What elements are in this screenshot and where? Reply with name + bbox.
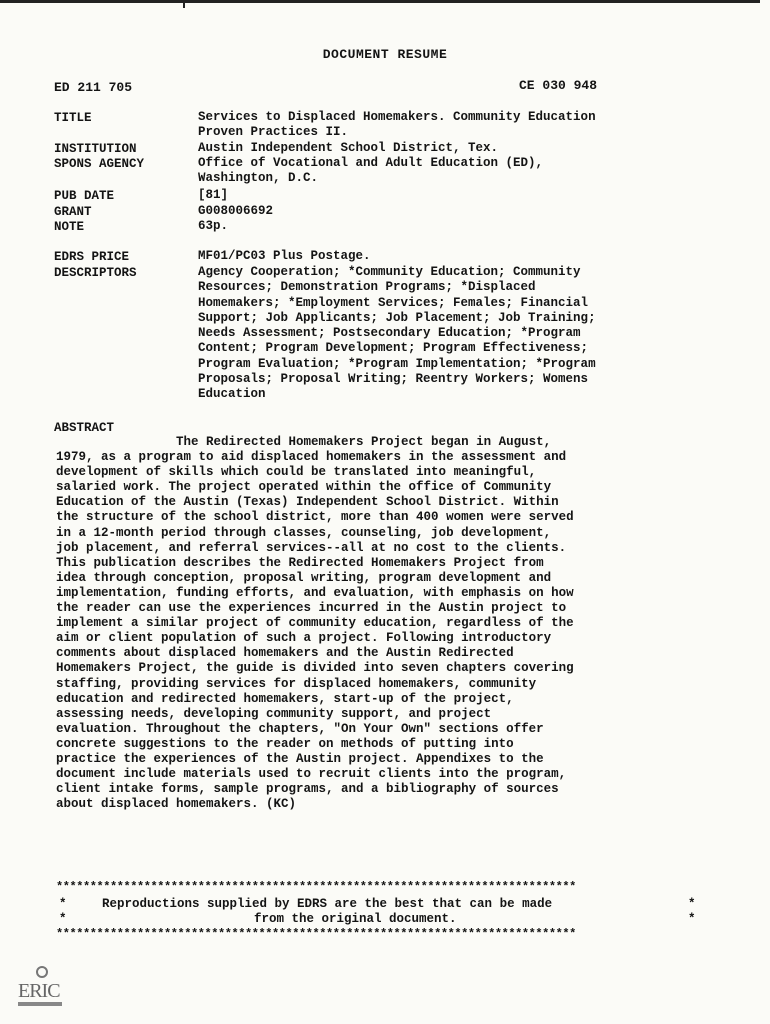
reproduction-line-2: from the original document. <box>254 912 457 926</box>
ce-number: CE 030 948 <box>519 78 598 93</box>
abstract-text: The Redirected Homemakers Project began in August, 1979, as a program to aid displaced homemakers in the assessment and development of skills which could be translated into meaningful, salaried work. The project operated within the office of Community Education of the Austin (Texas) Independent School District. Within the structure of the school district, more than 400 women were served in a 12-month period through classes, counseling, job development, job placement, and referral services--all at no cost to the clients. This publication describes the Redirected Homemakers Project from idea through conception, proposal writing, program development and implementation, funding efforts, and evaluation, with emphasis on how the reader can use the experiences incurred in the Austin project to implement a similar project of community education, regardless of the aim or client population of such a project. Following introductory comments about displaced homemakers and the Austin Redirected Homemakers Project, the guide is divided into seven chapters covering staffing, providing services for displaced homemakers, community education and redirected homemakers, start-up of the project, assessing needs, developing community support, and project evaluation. Throughout the chapters, "On Your Own" sections offer concrete suggestions to the reader on methods of putting into practice the experiences of the Austin project. Appendixes to the document include materials used to recruit clients into the program, client intake forms, sample programs, and a bibliography of sources about displaced homemakers. (KC) <box>56 435 574 812</box>
star-right-1: * <box>688 897 696 911</box>
eric-emblem-icon <box>36 966 48 978</box>
reproduction-line-1: Reproductions supplied by EDRS are the best that can be made <box>102 897 553 911</box>
field-label-spons-agency: SPONS AGENCY <box>54 157 145 171</box>
eric-logo <box>16 966 66 1006</box>
field-label-edrs-price: EDRS PRICE <box>54 250 130 264</box>
field-label-pub-date: PUB DATE <box>54 189 115 203</box>
eric-logo-text: ERIC <box>18 980 60 1002</box>
field-value-edrs-price: MF01/PC03 Plus Postage. <box>198 249 371 263</box>
field-label-descriptors: DESCRIPTORS <box>54 266 137 280</box>
field-label-note: NOTE <box>54 220 85 234</box>
field-label-grant: GRANT <box>54 205 92 219</box>
abstract-heading: ABSTRACT <box>54 421 115 435</box>
field-label-institution: INSTITUTION <box>54 142 137 156</box>
field-value-pub-date: [81] <box>198 188 229 202</box>
star-border-top: ***************************************************************************** <box>56 880 576 894</box>
field-value-grant: G008006692 <box>198 204 274 218</box>
star-left-1: * <box>59 897 67 911</box>
field-value-descriptors: Agency Cooperation; *Community Education; Community Resources; Demonstration Programs; *Displaced Homemakers; *Employment Services; Females; Financial Support; Job Applicants; Job Placement; Job Training; Needs Assessment; Postsecondary Education; *Program Content; Program Development; Program Effectiveness; Program Evaluation; *Program Implementation; *Program Proposals; Proposal Writing; Reentry Workers; Womens Education <box>198 265 596 402</box>
scan-top-border <box>0 0 760 3</box>
field-value-spons-agency: Office of Vocational and Adult Education (ED), Washington, D.C. <box>198 156 544 186</box>
ed-number: ED 211 705 <box>54 80 133 95</box>
field-value-title: Services to Displaced Homemakers. Community Education Proven Practices II. <box>198 110 596 140</box>
star-left-2: * <box>59 912 67 926</box>
field-value-institution: Austin Independent School District, Tex. <box>198 141 499 155</box>
eric-logo-bar <box>18 1002 62 1006</box>
field-label-title: TITLE <box>54 111 92 125</box>
document-title: DOCUMENT RESUME <box>322 47 448 62</box>
scan-mark <box>183 0 185 8</box>
field-value-note: 63p. <box>198 219 229 233</box>
star-border-bottom: ***************************************************************************** <box>56 927 576 941</box>
star-right-2: * <box>688 912 696 926</box>
